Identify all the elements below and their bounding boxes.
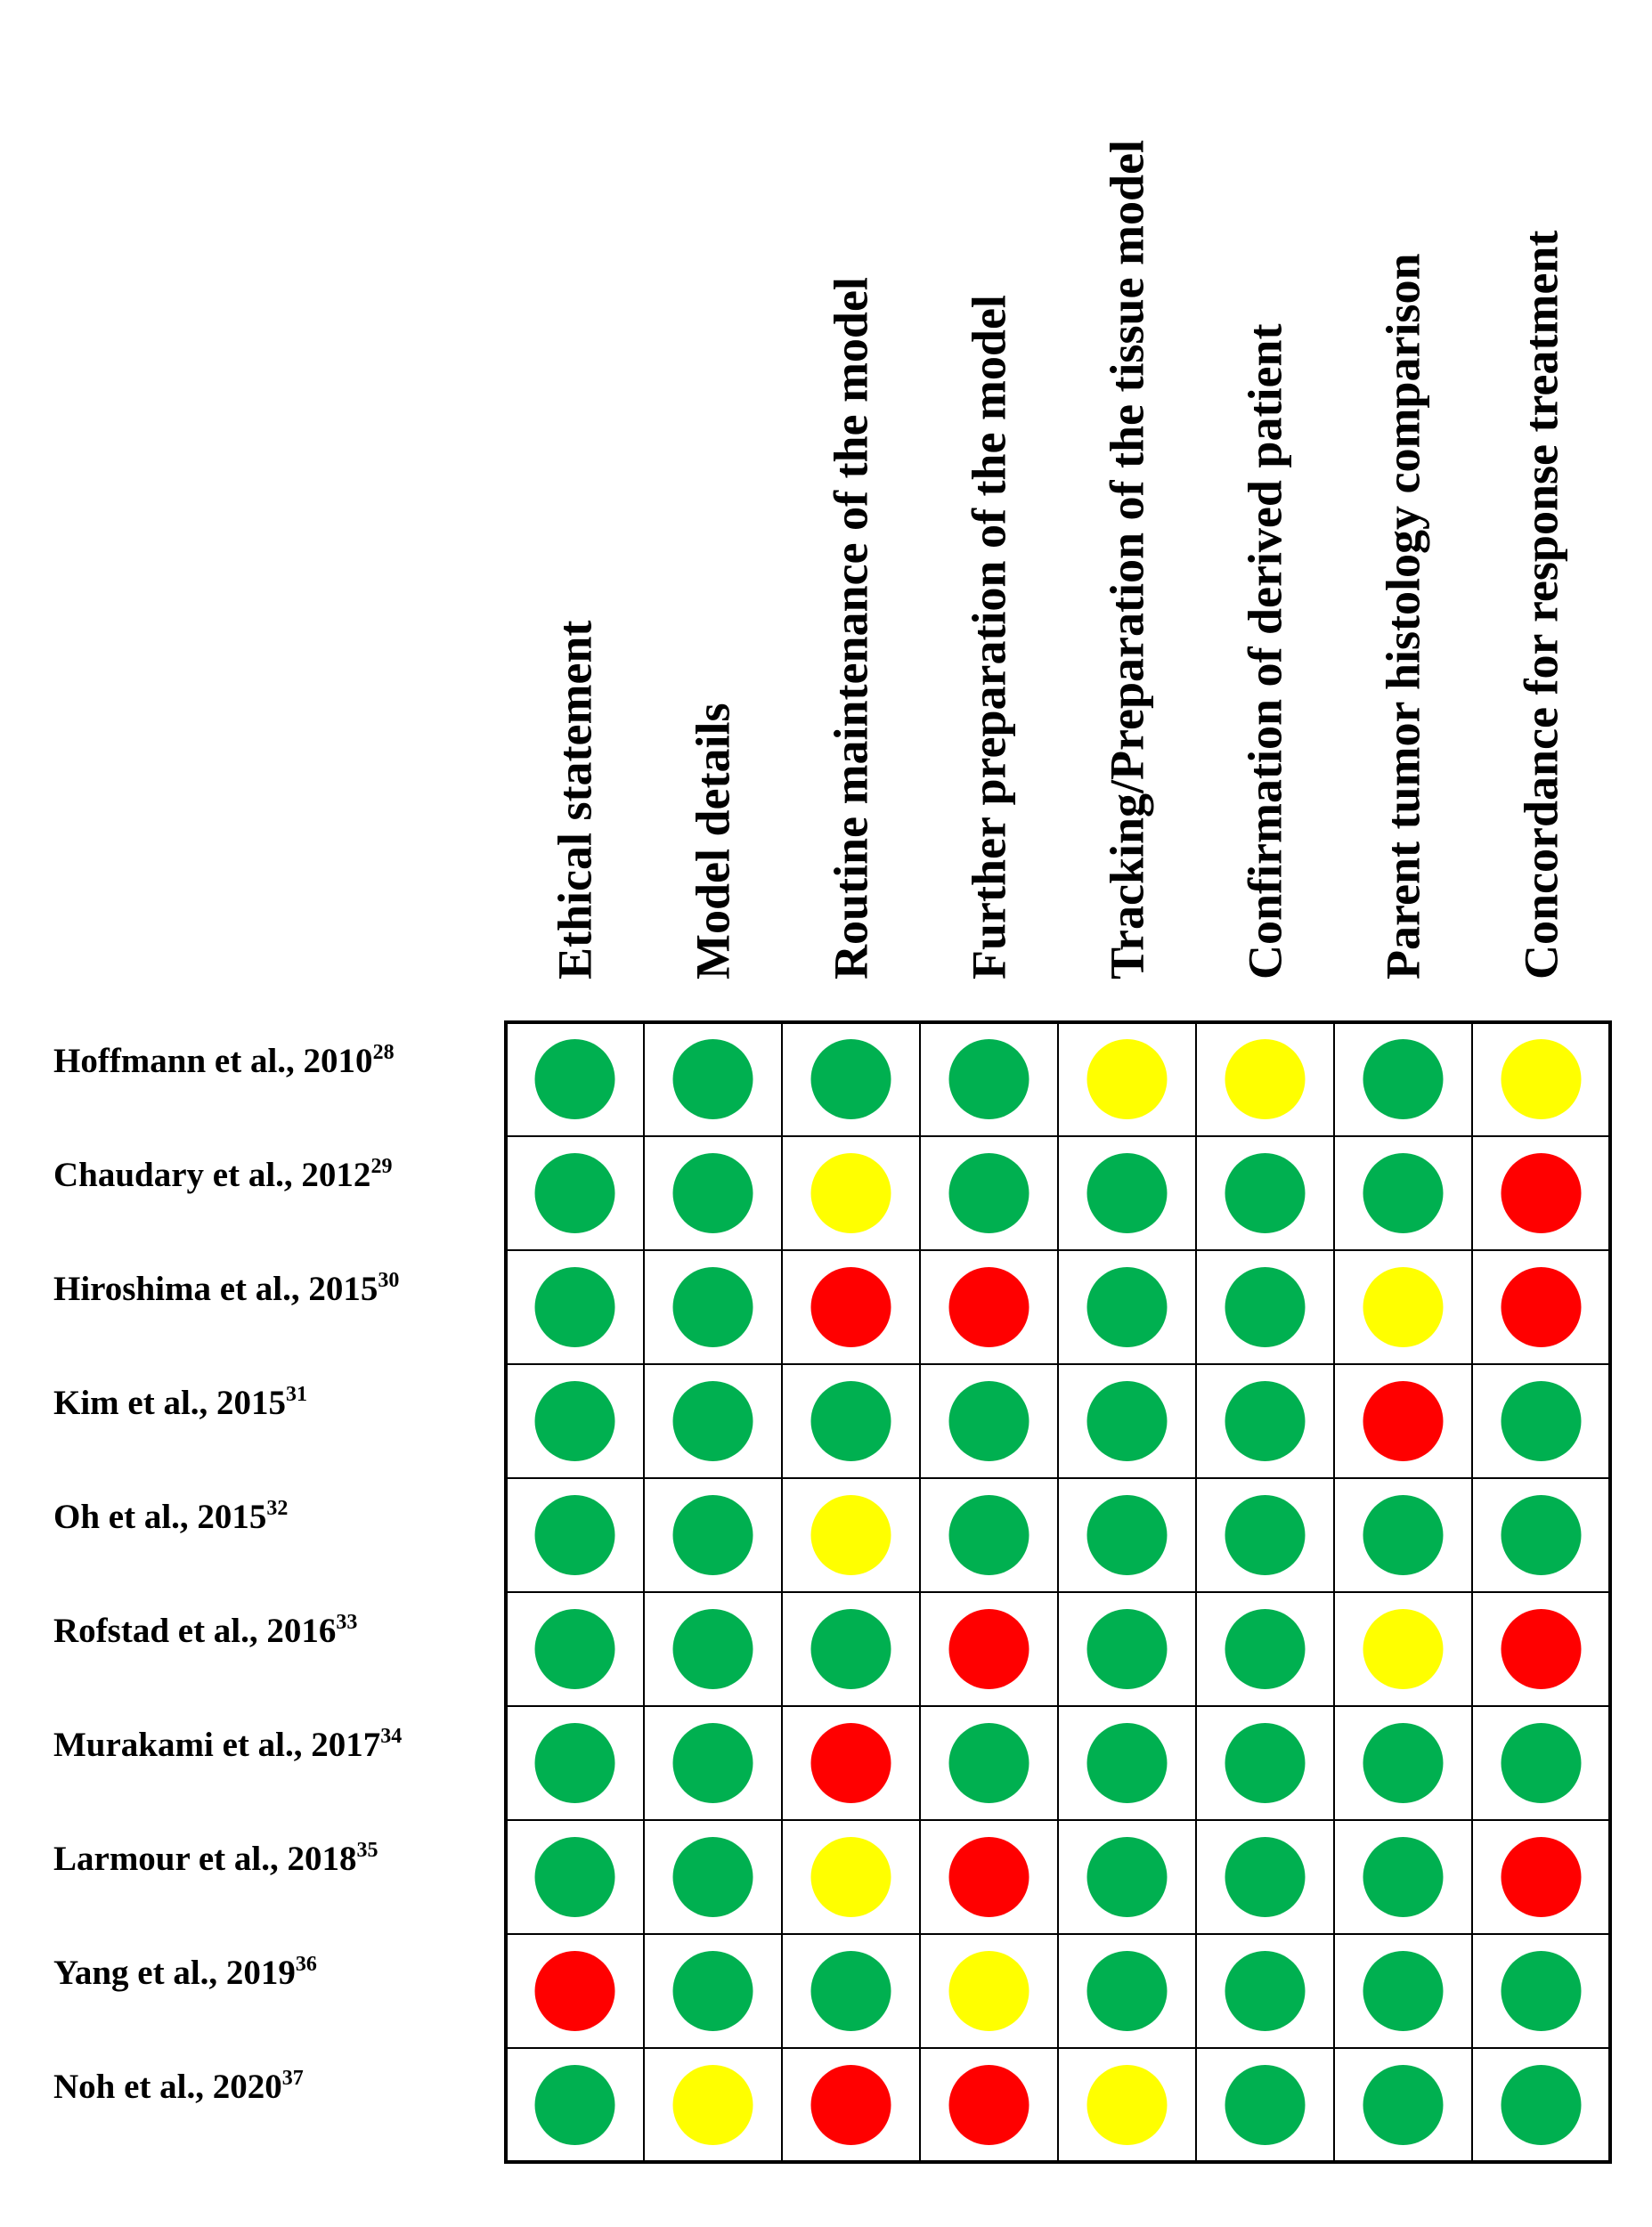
reference-superscript: 34 [380,1725,403,1748]
rating-red-dot [949,1609,1029,1689]
study-label [53,1725,402,1764]
study-label [53,1383,307,1422]
reference-superscript: 35 [356,1839,378,1862]
rating-yellow-dot [811,1495,891,1575]
rating-green-dot [811,1381,891,1461]
column-header: Confirmation of derived patient [1238,323,1292,979]
rating-green-dot [1087,1267,1168,1347]
rating-red-dot [1501,1267,1582,1347]
column-header: Tracking/Preparation of the tissue model [1100,140,1154,979]
study-name: Rofstad et al., 2016 [53,1612,337,1650]
rating-green-dot [1501,1723,1582,1803]
column-header: Further preparation of the model [962,295,1016,979]
rating-yellow-dot [811,1153,891,1233]
rating-green-dot [1087,1723,1168,1803]
column-header: Parent tumor histology comparison [1376,253,1430,979]
rating-green-dot [949,1381,1029,1461]
reference-superscript: 30 [378,1269,400,1292]
study-name: Larmour et al., 2018 [53,1840,357,1878]
rating-green-dot [1501,1381,1582,1461]
rating-green-dot [1363,1723,1444,1803]
rating-green-dot [1087,1837,1168,1917]
rating-green-dot [1087,1495,1168,1575]
rating-green-dot [535,1723,615,1803]
rating-red-dot [949,1837,1029,1917]
study-name: Murakami et al., 2017 [53,1726,381,1764]
study-name: Oh et al., 2015 [53,1498,267,1536]
rating-red-dot [811,2065,891,2145]
rating-green-dot [673,1153,753,1233]
rating-green-dot [535,1609,615,1689]
rating-green-dot [535,1267,615,1347]
reference-superscript: 33 [336,1611,358,1634]
rating-green-dot [1225,1381,1306,1461]
rating-green-dot [535,1381,615,1461]
rating-green-dot [1087,1609,1168,1689]
rating-red-dot [949,2065,1029,2145]
rating-green-dot [1363,1039,1444,1119]
rating-green-dot [1363,1153,1444,1233]
rating-yellow-dot [811,1837,891,1917]
rating-green-dot [949,1723,1029,1803]
rating-green-dot [1225,1267,1306,1347]
rating-red-dot [1501,1609,1582,1689]
rating-yellow-dot [1225,1039,1306,1119]
rating-red-dot [1501,1837,1582,1917]
study-label [53,1041,395,1080]
rating-yellow-dot [1087,1039,1168,1119]
rating-green-dot [673,1381,753,1461]
rating-red-dot [535,1951,615,2031]
rating-yellow-dot [1087,2065,1168,2145]
rating-green-dot [535,1153,615,1233]
rating-green-dot [1501,2065,1582,2145]
study-name: Kim et al., 2015 [53,1384,287,1422]
rating-green-dot [673,1609,753,1689]
rating-green-dot [1225,1495,1306,1575]
column-header: Model details [686,703,740,979]
rating-green-dot [1501,1951,1582,2031]
study-label [53,1269,399,1308]
study-name: Yang et al., 2019 [53,1954,296,1992]
rating-green-dot [673,1951,753,2031]
rating-green-dot [1225,1837,1306,1917]
row-labels [53,1041,402,2106]
rating-yellow-dot [1363,1267,1444,1347]
rating-green-dot [673,1039,753,1119]
study-name: Hiroshima et al., 2015 [53,1270,378,1308]
rating-green-dot [673,1267,753,1347]
rating-green-dot [811,1609,891,1689]
rating-green-dot [673,1723,753,1803]
column-headers [549,140,1568,979]
reference-superscript: 31 [286,1383,308,1406]
rating-green-dot [1225,1609,1306,1689]
reference-superscript: 28 [372,1041,395,1064]
rating-red-dot [811,1267,891,1347]
rating-yellow-dot [1363,1609,1444,1689]
column-header: Ethical statement [548,620,602,979]
study-label [53,1953,317,1992]
rating-red-dot [811,1723,891,1803]
study-label [53,1611,357,1650]
rating-green-dot [673,1495,753,1575]
rating-green-dot [535,1837,615,1917]
rating-green-dot [949,1153,1029,1233]
column-header: Routine maintenance of the model [824,277,878,979]
reference-superscript: 29 [370,1155,393,1178]
rating-green-dot [535,1039,615,1119]
rating-yellow-dot [949,1951,1029,2031]
rating-green-dot [535,1495,615,1575]
rating-red-dot [1501,1153,1582,1233]
rating-green-dot [949,1495,1029,1575]
study-name: Chaudary et al., 2012 [53,1156,371,1194]
rating-yellow-dot [1501,1039,1582,1119]
rating-green-dot [811,1039,891,1119]
study-label [53,2067,304,2106]
study-label [53,1155,392,1194]
rating-green-dot [1363,2065,1444,2145]
rating-green-dot [1087,1951,1168,2031]
rating-green-dot [1087,1153,1168,1233]
rating-red-dot [949,1267,1029,1347]
reference-superscript: 37 [281,2067,304,2090]
reference-superscript: 32 [266,1497,289,1520]
rating-green-dot [535,2065,615,2145]
rating-green-dot [1225,1951,1306,2031]
study-name: Noh et al., 2020 [53,2068,282,2106]
rating-green-dot [1087,1381,1168,1461]
rating-green-dot [1225,1723,1306,1803]
rating-green-dot [1225,1153,1306,1233]
rating-red-dot [1363,1381,1444,1461]
rating-green-dot [811,1951,891,2031]
rating-yellow-dot [673,2065,753,2145]
reference-superscript: 36 [295,1953,317,1976]
rating-green-dot [1363,1495,1444,1575]
rating-green-dot [1363,1951,1444,2031]
rating-green-dot [1363,1837,1444,1917]
rating-green-dot [1501,1495,1582,1575]
study-label [53,1839,378,1878]
study-label [53,1497,288,1536]
rating-green-dot [949,1039,1029,1119]
rating-green-dot [673,1837,753,1917]
study-name: Hoffmann et al., 2010 [53,1042,373,1080]
rating-grid [506,1022,1610,2162]
rating-green-dot [1225,2065,1306,2145]
column-header: Concordance for response treatment [1514,230,1568,979]
